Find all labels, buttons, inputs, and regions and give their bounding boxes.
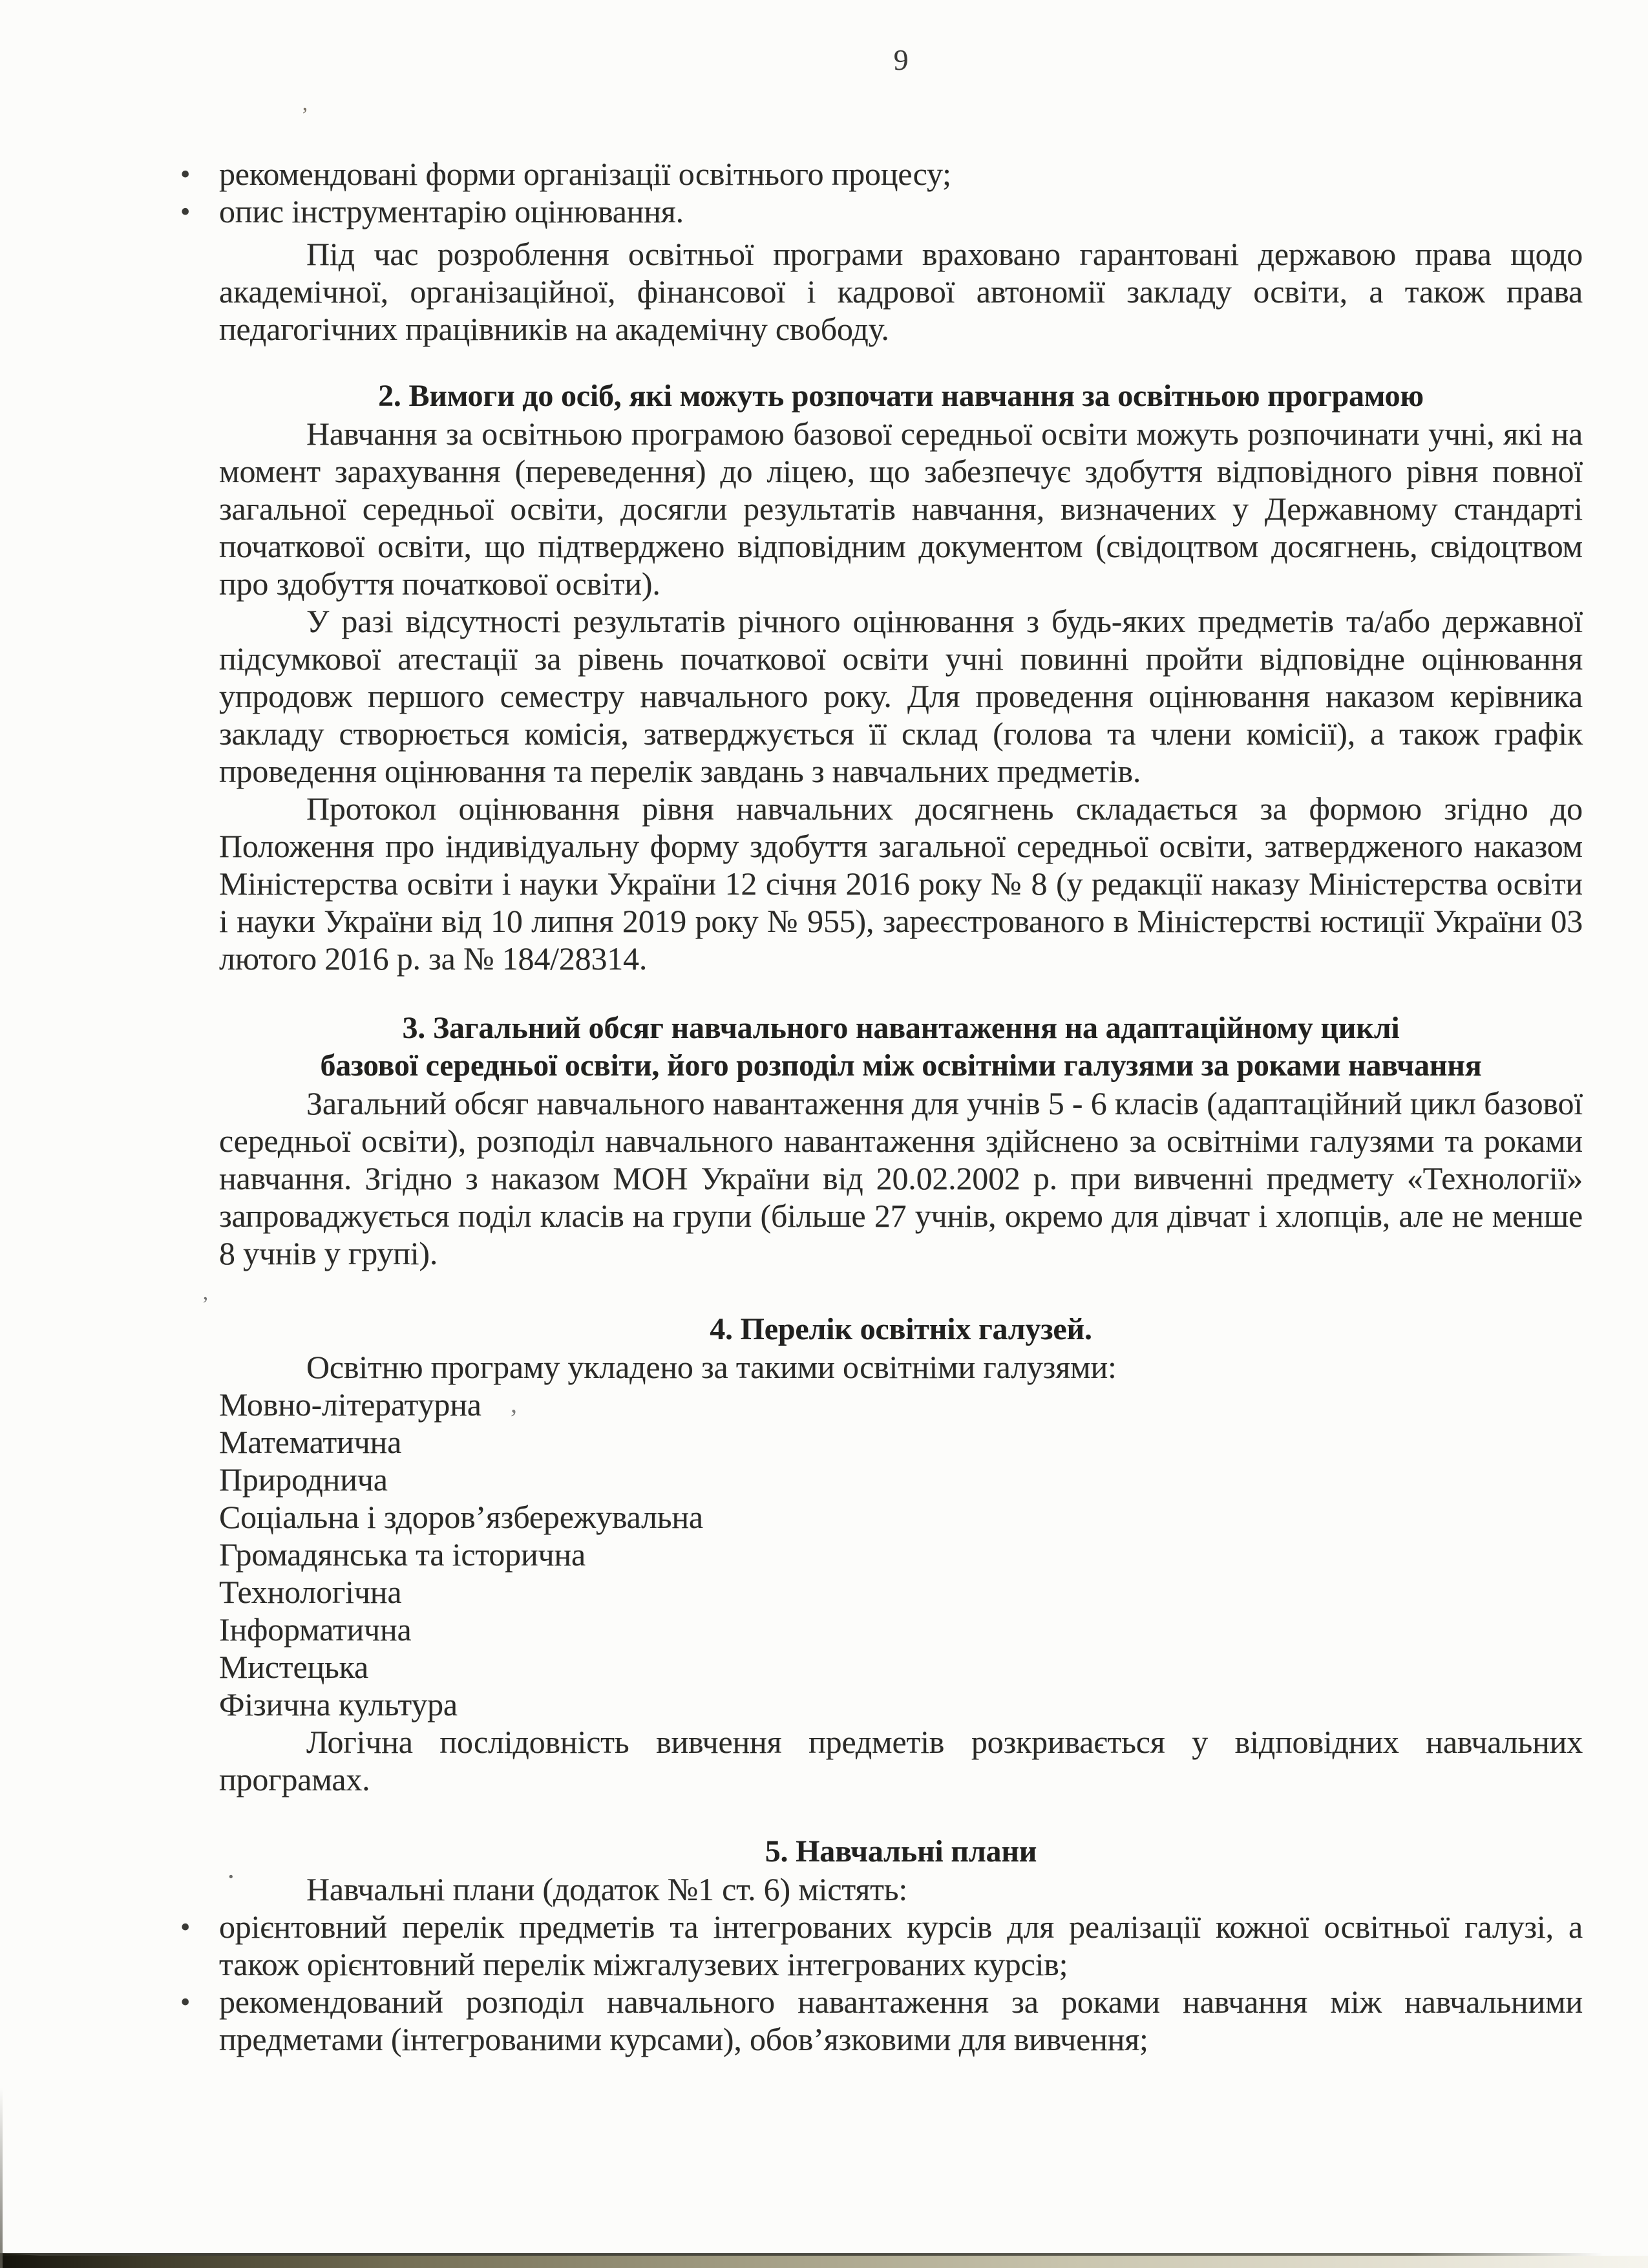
section2-paragraph-3: Протокол оцінювання рівня навчальних досягнень складається за формою згідно до Положення про індивідуальну форму здобуття загальної середньої освіти, затвердженого наказом Міністерства освіти і науки України 12 січня 2016 року № 8 (у редакції наказу Міністерства освіти і науки України від 10 липня 2019 року № 955), зареєстрованого в Міністерстві юстиції України 03 лютого 2016 р. за № 184/28314. <box>219 790 1583 977</box>
section2-paragraph-1: Навчання за освітньою програмою базової середньої освіти можуть розпочинати учні, які на момент зарахування (переведення) до ліцею, що забезпечує здобуття відповідного рівня повної загальної середньої освіти, досягли результатів навчання, визначених у Державному стандарті початкової освіти, що підтверджено відповідним документом (свідоцтвом досягнень, свідоцтвом про здобуття початкової освіти). <box>219 416 1583 602</box>
section2-paragraph-2: У разі відсутності результатів річного оцінювання з будь-яких предметів та/або державної підсумкової атестації за рівень початкової освіти учні повинні пройти відповідне оцінювання упродовж першого семестру навчального року. Для проведення оцінювання наказом керівника закладу створюється комісія, затверджується її склад (голова та члени комісії), а також графік проведення оцінювання та перелік завдань з навчальних предметів. <box>219 603 1583 789</box>
document-content <box>219 0 1583 2058</box>
bullet-item: • рекомендований розподіл навчального навантаження за роками навчання між навчальними предметами (інтегрованими курсами), обов’язковими для вивчення; <box>219 1983 1583 2058</box>
branch-item: Мистецька <box>219 1649 368 1685</box>
branch-list <box>219 1386 1583 1723</box>
branch-item: Математична <box>219 1424 402 1460</box>
section5-intro: Навчальні плани (додаток №1 ст. 6) містять: <box>306 1871 908 1907</box>
bullet-item: • опис інструментарію оцінювання. <box>219 193 1583 230</box>
plans-bullet-list <box>219 1908 1583 2058</box>
top-bullet-list <box>219 155 1583 230</box>
left-edge-shadow <box>0 2088 3 2268</box>
bullet-item: • рекомендовані форми організації освітнього процесу; <box>219 155 1583 193</box>
section3-heading-line2: базової середньої освіти, його розподіл між освітніми галузями за роками навчання <box>320 1048 1482 1083</box>
branch-item: Природнича <box>219 1461 388 1498</box>
branch-item: Технологічна <box>219 1574 402 1610</box>
section3-heading-line1: 3. Загальний обсяг навчального навантаження на адаптаційному циклі <box>402 1011 1400 1045</box>
section4-outro: Логічна послідовність вивчення предметів розкривається у відповідних навчальних програмах. <box>219 1724 1583 1797</box>
scan-speck: · <box>226 1861 236 1892</box>
bottom-scan-strip <box>0 2256 1648 2268</box>
section5-heading: 5. Навчальні плани <box>765 1834 1037 1869</box>
section2-heading: 2. Вимоги до осіб, які можуть розпочати навчання за освітньою програмою <box>378 379 1424 413</box>
preamble-paragraph: Під час розроблення освітньої програми враховано гарантовані державою права щодо академічної, організаційної, фінансової і кадрової автономії закладу освіти, а також права педагогічних працівників на академічну свободу. <box>219 236 1583 347</box>
section4-heading: 4. Перелік освітніх галузей. <box>710 1312 1092 1346</box>
scan-speck: , <box>511 1389 517 1418</box>
branch-item: Інформатична <box>219 1611 412 1648</box>
scan-speck: ’ <box>202 1293 209 1317</box>
branch-item: Фізична культура <box>219 1686 458 1722</box>
page-number: 9 <box>893 43 909 76</box>
bullet-item: • орієнтовний перелік предметів та інтегрованих курсів для реалізації кожної освітньої галузі, а також орієнтовний перелік міжгалузевих інтегрованих курсів; <box>219 1908 1583 1983</box>
section4-intro: Освітню програму укладено за такими освітніми галузями: <box>306 1349 1117 1385</box>
section3-paragraph: Загальний обсяг навчального навантаження для учнів 5 - 6 класів (адаптаційний цикл базової середньої освіти), розподіл навчального навантаження здійснено за освітніми галузями та роками навчання. Згідно з наказом МОН України від 20.02.2002 р. при вивченні предмету «Технології» запроваджується поділ класів на групи (більше 27 учнів, окремо для дівчат і хлопців, але не менше 8 учнів у групі). <box>219 1085 1583 1271</box>
branch-item: Соціальна і здоров’язбережувальна <box>219 1499 703 1535</box>
branch-item: Громадянська та історична <box>219 1536 586 1573</box>
scan-speck: ’ <box>301 103 309 127</box>
branch-item: Мовно-літературна <box>219 1386 481 1423</box>
